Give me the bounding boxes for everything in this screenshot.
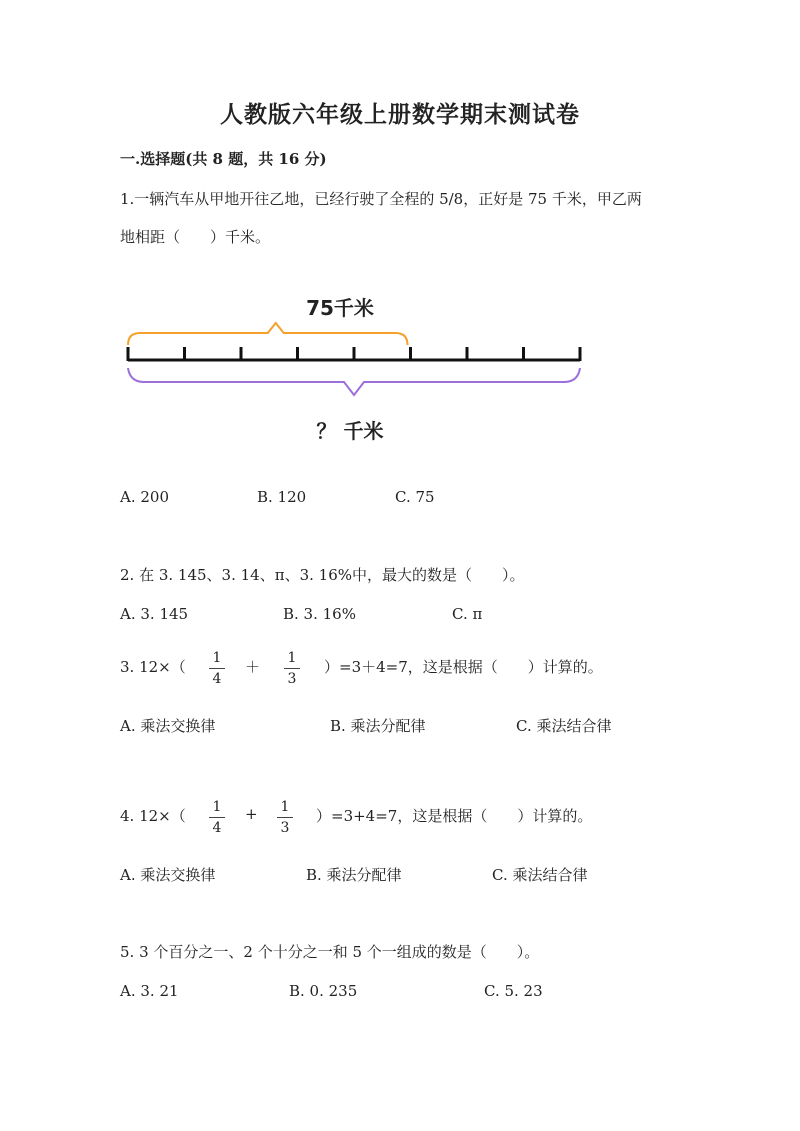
- q1-option-c[interactable]: C. 75: [395, 488, 435, 506]
- question-1-line-2: 地相距（ ）千米。: [120, 228, 271, 246]
- fraction-bar: [209, 817, 225, 818]
- fraction-one-third: [284, 650, 300, 687]
- q3-option-a[interactable]: A. 乘法交换律: [120, 717, 216, 735]
- plus-sign: ＋: [245, 658, 261, 676]
- q2-option-c[interactable]: C. π: [452, 605, 483, 623]
- q4-option-c[interactable]: C. 乘法结合律: [492, 866, 588, 884]
- question-4-prefix: 4. 12×（: [120, 807, 186, 825]
- fraction-denominator: 3: [280, 820, 290, 836]
- plus-sign: +: [245, 805, 258, 823]
- fraction-one-third: [277, 799, 293, 836]
- fraction-numerator: 1: [280, 799, 290, 815]
- fraction-denominator: 4: [212, 820, 222, 836]
- question-4-suffix: ）=3+4=7，这是根据（ ）计算的。: [316, 807, 593, 825]
- q5-option-c[interactable]: C. 5. 23: [484, 982, 543, 1000]
- q1-option-a[interactable]: A. 200: [120, 488, 169, 506]
- q3-option-b[interactable]: B. 乘法分配律: [330, 717, 426, 735]
- q5-option-b[interactable]: B. 0. 235: [289, 982, 358, 1000]
- q5-option-a[interactable]: A. 3. 21: [120, 982, 179, 1000]
- known-distance-brace: [128, 323, 408, 345]
- fraction-one-quarter: [209, 799, 225, 836]
- q2-option-b[interactable]: B. 3. 16%: [283, 605, 356, 623]
- fraction-bar: [277, 817, 293, 818]
- q2-option-a[interactable]: A. 3. 145: [120, 605, 189, 623]
- total-distance-brace: [128, 368, 580, 395]
- question-3-suffix: ）=3＋4=7，这是根据（ ）计算的。: [324, 658, 603, 676]
- fraction-numerator: 1: [287, 650, 297, 666]
- fraction-denominator: 4: [212, 671, 222, 687]
- q3-option-c[interactable]: C. 乘法结合律: [516, 717, 612, 735]
- fraction-denominator: 3: [287, 671, 297, 687]
- q4-option-a[interactable]: A. 乘法交换律: [120, 866, 216, 884]
- fraction-bar: [284, 668, 300, 669]
- page-title: 人教版六年级上册数学期末测试卷: [220, 101, 580, 128]
- fraction-bar: [209, 668, 225, 669]
- section-heading: 一.选择题(共 8 题，共 16 分): [120, 150, 327, 168]
- distance-line: [128, 347, 580, 361]
- question-3-prefix: 3. 12×（: [120, 658, 186, 676]
- question-1-line-1: 1.一辆汽车从甲地开往乙地，已经行驶了全程的 5/8，正好是 75 千米，甲乙两: [120, 190, 642, 208]
- diagram-bottom-label: ？ 千米: [316, 419, 384, 443]
- question-5: 5. 3 个百分之一、2 个十分之一和 5 个一组成的数是（ ）。: [120, 943, 540, 961]
- diagram-top-label: 75千米: [306, 296, 374, 320]
- question-2: 2. 在 3. 145、3. 14、π、3. 16%中，最大的数是（ ）。: [120, 566, 525, 584]
- q4-option-b[interactable]: B. 乘法分配律: [306, 866, 402, 884]
- segment-diagram: [110, 285, 600, 450]
- fraction-numerator: 1: [212, 650, 222, 666]
- fraction-one-quarter: [209, 650, 225, 687]
- q1-option-b[interactable]: B. 120: [257, 488, 307, 506]
- fraction-numerator: 1: [212, 799, 222, 815]
